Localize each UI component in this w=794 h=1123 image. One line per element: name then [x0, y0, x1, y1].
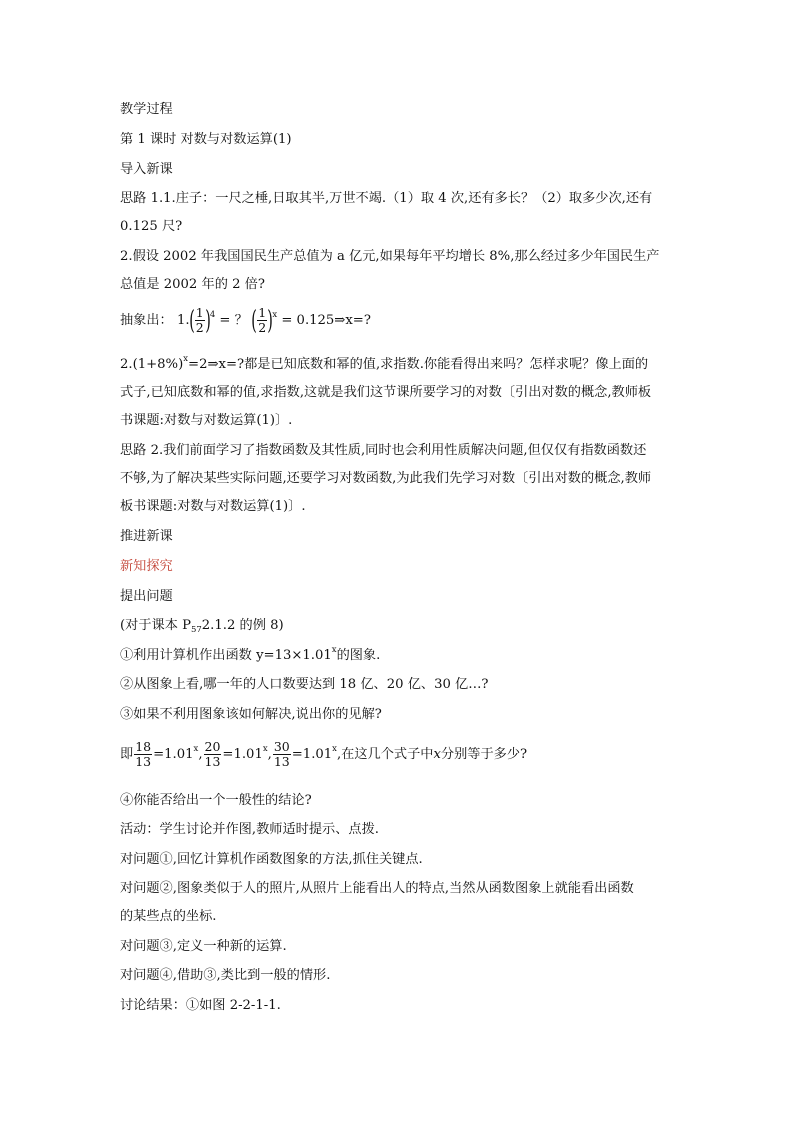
answer-1: 对问题①,回忆计算机作函数图象的方法,抓住关键点. [120, 852, 423, 867]
fraction: $\frac{18}{13}$ [135, 739, 152, 769]
question-1: ①利用计算机作出函数 $y=13\times 1.01^x$的图象. [120, 645, 381, 663]
fraction: $\frac{20}{13}$ [204, 739, 221, 769]
answer-2: 对问题②,图象类似于人的照片,从照片上能看出人的特点,当然从函数图象上就能看出函数 [120, 881, 634, 896]
fraction: $\frac{1}{2}$ [258, 305, 267, 335]
abstract-equation: 抽象出： 1.( $\frac{1}{2}$ )$^4$ = ？ ( $\frac{1}{2}$ )$^x$ = 0.125⇒x=? [120, 305, 371, 336]
subheading-intro: 导入新课 [120, 162, 173, 177]
paragraph: 2.假设 2002 年我国国民生产总值为 a 亿元,如果每年平均增长 8%,那么经过多少年国民生产 [120, 249, 660, 264]
question-4: ④你能否给出一个一般性的结论? [120, 793, 312, 808]
question-3: ③如果不利用图象该如何解决,说出你的见解? [120, 707, 382, 722]
paragraph: 不够,为了解决某些实际问题,还要学习对数函数,为此我们先学习对数〔引出对数的概念,教师 [120, 471, 652, 486]
activity-note: 活动：学生讨论并作图,教师适时提示、点拨. [120, 822, 379, 837]
paragraph: 思路 1.1.庄子：一尺之棰,日取其半,万世不竭.（1）取 4 次,还有多长？（2）取多少次,还有 [120, 191, 653, 206]
question-2: ②从图象上看,哪一年的人口数要达到 18 亿、20 亿、30 亿…? [120, 677, 489, 692]
section-heading: 教学过程 [120, 102, 173, 117]
paragraph: 0.125 尺? [120, 219, 183, 234]
answer-3: 对问题③,定义一种新的运算. [120, 939, 287, 954]
fraction: $\frac{1}{2}$ [195, 305, 204, 335]
lesson-title: 第 1 课时 对数与对数运算(1) [120, 132, 292, 147]
paragraph: 板书课题:对数与对数运算(1)〕. [120, 499, 306, 514]
textbook-reference: (对于课本 $P_{57}2.1.2$ 的例 8) [120, 618, 284, 635]
paragraph: $2.(1+8\%)^x=2\Rightarrow x=$?都是已知底数和幂的值,求指数.你能看得出来吗？怎样求呢？像上面的 [120, 354, 649, 372]
paragraph: 总值是 2002 年的 2 倍? [120, 277, 265, 292]
subheading-explore: 新知探究 [120, 559, 173, 574]
equation-line: 即 $\frac{18}{13}$ $=1.01^x$, $\frac{20}{13}$ $=1.01^x$, $\frac{30}{13}$ $=1.01^x$,在这几个式子中x分别等于多少? [120, 739, 528, 769]
paragraph: 书课题:对数与对数运算(1)〕. [120, 413, 293, 428]
discussion-result: 讨论结果：①如图 2-2-1-1. [120, 998, 281, 1013]
paragraph: 式子,已知底数和幂的值,求指数,这就是我们这节课所要学习的对数〔引出对数的概念,教师板 [120, 385, 652, 400]
fraction: $\frac{30}{13}$ [273, 739, 290, 769]
subheading-questions: 提出问题 [120, 589, 173, 604]
answer-2-cont: 的某些点的坐标. [120, 909, 217, 924]
answer-4: 对问题④,借助③,类比到一般的情形. [120, 968, 331, 983]
subheading-new-lesson: 推进新课 [120, 529, 173, 544]
paragraph: 思路 2.我们前面学习了指数函数及其性质,同时也会利用性质解决问题,但仅仅有指数函数还 [120, 443, 647, 458]
